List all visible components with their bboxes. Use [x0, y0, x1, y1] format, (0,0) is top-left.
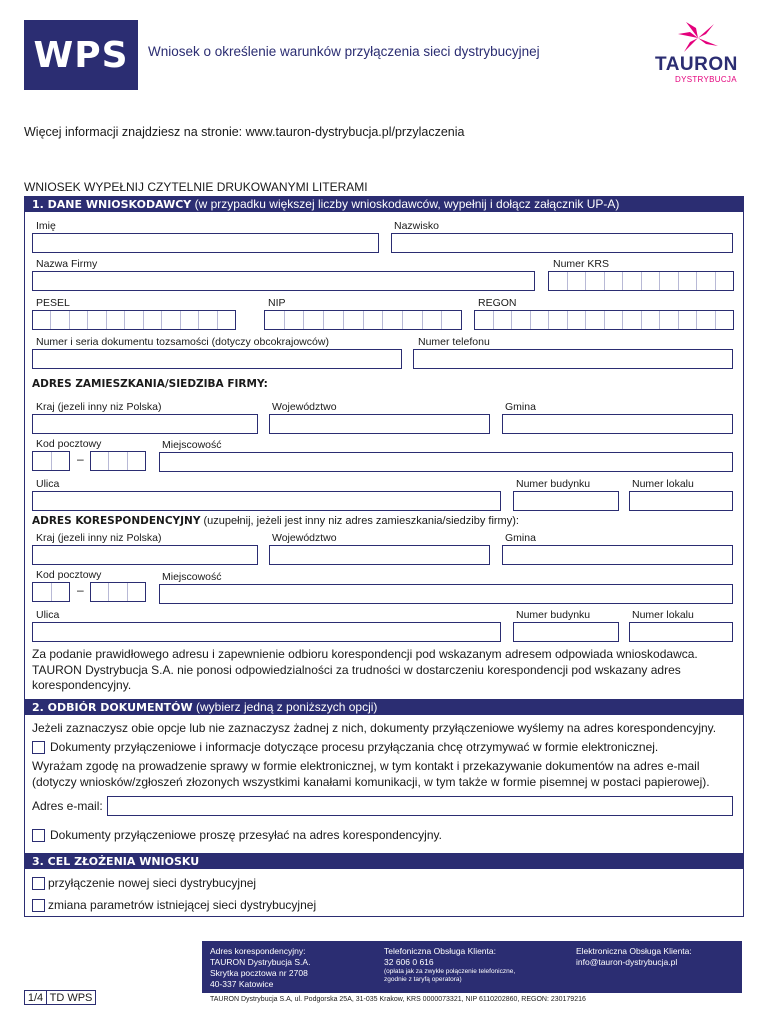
footer-phone-note2: zgodnie z taryfą operatora) — [384, 976, 462, 983]
footer-address-line3: 40-337 Katowice — [210, 979, 274, 989]
option-electronic-checkbox[interactable] — [32, 741, 45, 754]
kores-disclaimer: Za podanie prawidłowego adresu i zapewnienie odbioru korespondencji pod wskazanym adresem odpowiada wnioskodawca. TAURON Dystrybucja S.A. nie ponosi odpowiedzialności za trudności w dostarczeniu korespondencji pod wskazany adres korespondencyjny. — [32, 647, 698, 692]
kores-nr-budynku-label: Numer budynku — [516, 609, 591, 621]
pesel-label: PESEL — [36, 297, 70, 309]
option-change-row — [32, 898, 316, 914]
kraj-field[interactable] — [32, 414, 258, 434]
gmina-label: Gmina — [505, 401, 536, 413]
wps-logo: WPS — [24, 20, 138, 90]
footer-email-title: Elektroniczna Obsługa Klienta: — [576, 946, 692, 956]
option-change-label: zmiana parametrów istniejącej sieci dystrybucyjnej — [48, 898, 317, 912]
miejscowosc-field[interactable] — [159, 452, 733, 472]
footer-address-line1: TAURON Dystrybucja S.A. — [210, 957, 311, 967]
email-field[interactable] — [107, 796, 733, 816]
section1-note: (w przypadku większej liczby wnioskodawców, wypełnij i dołącz załącznik UP-A) — [191, 197, 620, 211]
fill-instruction: WNIOSEK WYPEŁNIJ CZYTELNIE DRUKOWANYMI LITERAMI — [24, 180, 368, 194]
section3-title: 3. CEL ZŁOŻENIA WNIOSKU — [32, 855, 200, 868]
dokument-label: Numer i seria dokumentu tozsamości (dotyczy obcokrajowców) — [36, 336, 329, 348]
kores-wojewodztwo-field[interactable] — [269, 545, 490, 565]
miejscowosc-label: Miejscowość — [162, 439, 222, 451]
option-electronic-label: Dokumenty przyłączeniowe i informacje dotyczące procesu przyłączania chcę otrzymywać w formie elektronicznej. — [50, 740, 659, 754]
option-electronic-row — [32, 740, 658, 756]
footer-address-line2: Skrytka pocztowa nr 2708 — [210, 968, 308, 978]
option-post-row — [32, 828, 442, 844]
imie-field[interactable] — [32, 233, 379, 253]
footer-phone-note1: (opłata jak za zwykłe połączenie telefoniczne, — [384, 968, 516, 975]
footer-phone-title: Telefoniczna Obsługa Klienta: — [384, 946, 496, 956]
krs-field[interactable] — [548, 271, 734, 291]
pesel-field[interactable] — [32, 310, 236, 330]
nr-budynku-field[interactable] — [513, 491, 619, 511]
kores-kod-part2-field[interactable] — [90, 582, 146, 602]
kores-kod-part1-field[interactable] — [32, 582, 70, 602]
kores-gmina-label: Gmina — [505, 532, 536, 544]
consent-text: Wyrażam zgodę na prowadzenie sprawy w formie elektronicznej, w tym kontakt i przekazywanie dokumentów na adres e-mail (dotyczy wniosków/zgłoszeń złozonych wszystkimi kanałami komunikacji, w tym także w formie pisemnej w postaci papierowej). — [32, 759, 710, 789]
kores-gmina-field[interactable] — [502, 545, 733, 565]
footer-phone-number: 32 606 0 616 — [384, 957, 434, 967]
section1-title: 1. DANE WNIOSKODAWCY — [32, 198, 192, 211]
kod-part1-field[interactable] — [32, 451, 70, 471]
nr-lokalu-field[interactable] — [629, 491, 733, 511]
footer-contact-box — [202, 941, 742, 993]
footer-phone — [384, 946, 515, 984]
ulica-field[interactable] — [32, 491, 501, 511]
kod-label: Kod pocztowy — [36, 438, 102, 450]
adres-zamieszkania-heading: ADRES ZAMIESZKANIA/SIEDZIBA FIRMY: — [32, 378, 268, 390]
kores-wojewodztwo-label: Województwo — [272, 532, 337, 544]
kores-nr-budynku-field[interactable] — [513, 622, 619, 642]
telefon-label: Numer telefonu — [418, 336, 490, 348]
nazwisko-field[interactable] — [391, 233, 733, 253]
wojewodztwo-label: Województwo — [272, 401, 337, 413]
footer-email-address: info@tauron-dystrybucja.pl — [576, 957, 678, 967]
page-number: 1/4 — [25, 991, 47, 1004]
dokument-field[interactable] — [32, 349, 402, 369]
ulica-label: Ulica — [36, 478, 60, 490]
regon-label: REGON — [478, 297, 517, 309]
brand-subtitle: DYSTRYBUCJA — [675, 75, 737, 84]
footer-address — [210, 946, 310, 990]
kod-dash: – — [77, 452, 84, 466]
nip-label: NIP — [268, 297, 286, 309]
option-post-label: Dokumenty przyłączeniowe proszę przesyłać na adres korespondencyjny. — [50, 828, 442, 842]
regon-field[interactable] — [474, 310, 734, 330]
adres-korespondencyjny-heading — [32, 515, 519, 527]
option-post-checkbox[interactable] — [32, 829, 45, 842]
nr-budynku-label: Numer budynku — [516, 478, 591, 490]
wojewodztwo-field[interactable] — [269, 414, 490, 434]
form-code: TD WPS — [49, 991, 93, 1004]
section2-header — [24, 699, 744, 715]
option-new-row — [32, 876, 256, 892]
option-new-label: przyłączenie nowej sieci dystrybucyjnej — [48, 876, 257, 890]
section1-header — [24, 196, 744, 212]
nr-lokalu-label: Numer lokalu — [632, 478, 694, 490]
footer-address-title: Adres korespondencyjny: — [210, 946, 306, 956]
nazwa-firmy-field[interactable] — [32, 271, 535, 291]
kores-kraj-field[interactable] — [32, 545, 258, 565]
tauron-star-icon — [676, 20, 722, 56]
kores-nr-lokalu-field[interactable] — [629, 622, 733, 642]
kod-part2-field[interactable] — [90, 451, 146, 471]
kores-title: ADRES KORESPONDENCYJNY — [32, 515, 201, 527]
section2-title: 2. ODBIÓR DOKUMENTÓW — [32, 701, 193, 714]
imie-label: Imię — [36, 220, 56, 232]
gmina-field[interactable] — [502, 414, 733, 434]
section2-intro: Jeżeli zaznaczysz obie opcje lub nie zaznaczysz żadnej z nich, dokumenty przyłączeniowe wyślemy na adres korespondencyjny. — [32, 721, 717, 735]
nazwisko-label: Nazwisko — [394, 220, 439, 232]
kores-kod-label: Kod pocztowy — [36, 569, 102, 581]
section3-header — [24, 853, 744, 869]
kores-kod-dash: – — [77, 583, 84, 597]
kores-note: (uzupełnij, jeżeli jest inny niz adres zamieszkania/siedziby firmy): — [200, 515, 519, 527]
nip-field[interactable] — [264, 310, 462, 330]
page-indicator — [24, 990, 96, 1005]
kores-ulica-field[interactable] — [32, 622, 501, 642]
kraj-label: Kraj (jezeli inny niz Polska) — [36, 401, 162, 413]
kores-miejscowosc-field[interactable] — [159, 584, 733, 604]
option-new-checkbox[interactable] — [32, 877, 45, 890]
brand-name: TAURON — [655, 54, 738, 75]
telefon-field[interactable] — [413, 349, 733, 369]
kores-ulica-label: Ulica — [36, 609, 60, 621]
option-change-checkbox[interactable] — [32, 899, 45, 912]
info-line: Więcej informacji znajdziesz na stronie: www.tauron-dystrybucja.pl/przylaczenia — [24, 125, 465, 139]
document-title: Wniosek o określenie warunków przyłączenia sieci dystrybucyjnej — [148, 44, 540, 59]
krs-label: Numer KRS — [553, 258, 610, 270]
section2-note: (wybierz jedną z poniższych opcji) — [192, 700, 378, 714]
kores-kraj-label: Kraj (jezeli inny niz Polska) — [36, 532, 162, 544]
email-label: Adres e-mail: — [32, 799, 103, 813]
kores-miejscowosc-label: Miejscowość — [162, 571, 222, 583]
kores-nr-lokalu-label: Numer lokalu — [632, 609, 694, 621]
nazwa-firmy-label: Nazwa Firmy — [36, 258, 98, 270]
footer-legal: TAURON Dystrybucja S.A, ul. Podgorska 25A, 31-035 Krakow, KRS 0000073321, NIP 6110202860, REGON: 230179216 — [210, 996, 586, 1003]
footer-email — [576, 946, 692, 968]
